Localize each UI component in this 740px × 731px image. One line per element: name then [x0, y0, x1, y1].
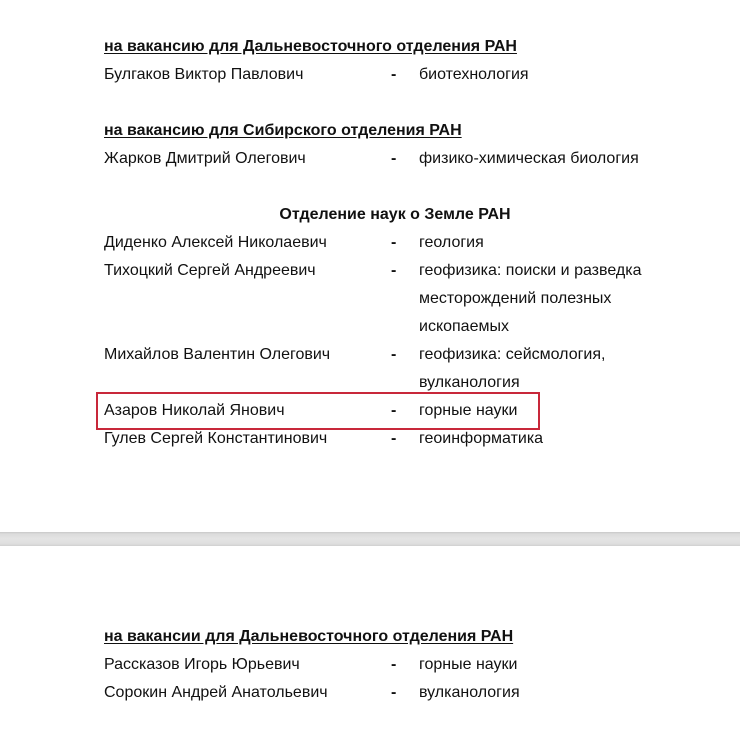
candidate-row: [104, 262, 664, 346]
candidate-row: [104, 150, 664, 178]
candidate-row-highlighted: [104, 402, 664, 430]
section-heading-siberian: на вакансию для Сибирского отделения РАН: [104, 122, 462, 139]
candidate-field: биотехнология: [419, 66, 529, 83]
section-title-earth-sciences: Отделение наук о Земле РАН: [279, 206, 511, 223]
section-heading-far-east: на вакансию для Дальневосточного отделения РАН: [104, 38, 517, 55]
dash-separator: -: [391, 346, 397, 363]
candidate-row: [104, 684, 664, 712]
candidate-field-line: геофизика: поиски и разведка: [419, 262, 642, 279]
section-heading-far-east-vacancies: на вакансии для Дальневосточного отделения РАН: [104, 628, 514, 645]
candidate-field: горные науки: [419, 656, 518, 673]
document-page-2: [0, 546, 740, 731]
dash-separator: -: [391, 656, 397, 673]
candidate-row: [104, 430, 664, 458]
candidate-name: Гулев Сергей Константинович: [104, 430, 328, 447]
dash-separator: -: [391, 150, 397, 167]
candidate-row: [104, 656, 664, 684]
dash-separator: -: [391, 430, 397, 447]
candidate-name: Диденко Алексей Николаевич: [104, 234, 327, 251]
candidate-field-line: ископаемых: [419, 318, 509, 335]
candidate-field: физико-химическая биология: [419, 150, 639, 167]
dash-separator: -: [391, 234, 397, 251]
candidate-field-line: месторождений полезных: [419, 290, 612, 307]
candidate-field: горные науки: [419, 402, 518, 419]
dash-separator: -: [391, 402, 397, 419]
dash-separator: -: [391, 684, 397, 701]
dash-separator: -: [391, 262, 397, 279]
candidate-field: геология: [419, 234, 484, 251]
candidate-field: вулканология: [419, 684, 520, 701]
candidate-name: Азаров Николай Янович: [104, 402, 285, 419]
page-separator: [0, 532, 740, 546]
candidate-field-line: вулканология: [419, 374, 520, 391]
candidate-row: [104, 66, 664, 94]
candidate-name: Тихоцкий Сергей Андреевич: [104, 262, 316, 279]
candidate-name: Булгаков Виктор Павлович: [104, 66, 304, 83]
candidate-name: Михайлов Валентин Олегович: [104, 346, 331, 363]
candidate-field: геоинформатика: [419, 430, 544, 447]
candidate-name: Жарков Дмитрий Олегович: [104, 150, 306, 167]
dash-separator: -: [391, 66, 397, 83]
candidate-row: [104, 234, 664, 262]
candidate-name: Сорокин Андрей Анатольевич: [104, 684, 328, 701]
candidate-name: Рассказов Игорь Юрьевич: [104, 656, 300, 673]
candidate-field-line: геофизика: сейсмология,: [419, 346, 606, 363]
